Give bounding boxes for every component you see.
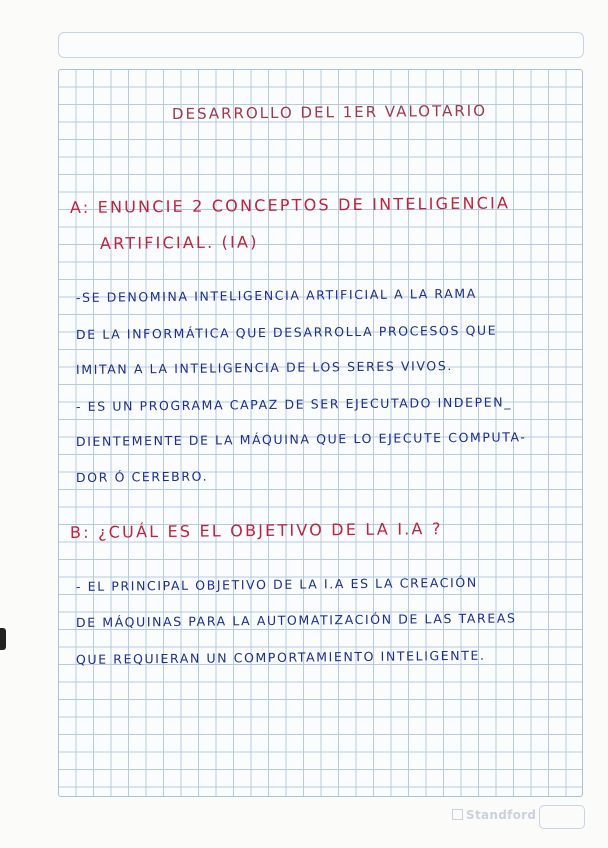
page-title: DESARROLLO DEL 1ER VALOTARIO <box>171 101 488 123</box>
answer-a-line-1: -SE DENOMINA INTELIGENCIA ARTIFICIAL A LA RAMA <box>75 285 477 305</box>
answer-b-line-1: - EL PRINCIPAL OBJETIVO DE LA I.A ES LA CREACIÓN <box>75 574 478 594</box>
binding-mark <box>0 628 6 650</box>
answer-a-line-2: DE LA INFORMÁTICA QUE DESARROLLA PROCESOS QUE <box>75 322 498 342</box>
brand-name: Standford <box>466 808 537 822</box>
question-b-line-1: B: ¿CUÁL ES EL OBJETIVO DE LA I.A ? <box>69 519 443 542</box>
footer-box <box>539 805 585 829</box>
header-box <box>58 32 584 58</box>
answer-a-line-3: IMITAN A LA INTELIGENCIA DE LOS SERES VIVOS. <box>75 358 453 377</box>
brand-mark-icon <box>452 809 463 820</box>
answer-a-line-5: DIENTEMENTE DE LA MÁQUINA QUE LO EJECUTE COMPUTA- <box>75 429 527 449</box>
question-a-line-1: A: ENUNCIE 2 CONCEPTOS DE INTELIGENCIA <box>69 193 511 217</box>
answer-b-line-2: DE MÁQUINAS PARA LA AUTOMATIZACIÓN DE LAS TAREAS <box>75 610 517 630</box>
answer-a-line-6: DOR Ó CEREBRO. <box>75 468 209 485</box>
brand-logo <box>452 808 536 822</box>
answer-b-line-3: QUE REQUIERAN UN COMPORTAMIENTO INTELIGENTE. <box>75 647 486 667</box>
question-a-line-2: ARTIFICIAL. (IA) <box>99 232 259 253</box>
answer-a-line-4: - ES UN PROGRAMA CAPAZ DE SER EJECUTADO INDEPEN_ <box>75 394 513 414</box>
